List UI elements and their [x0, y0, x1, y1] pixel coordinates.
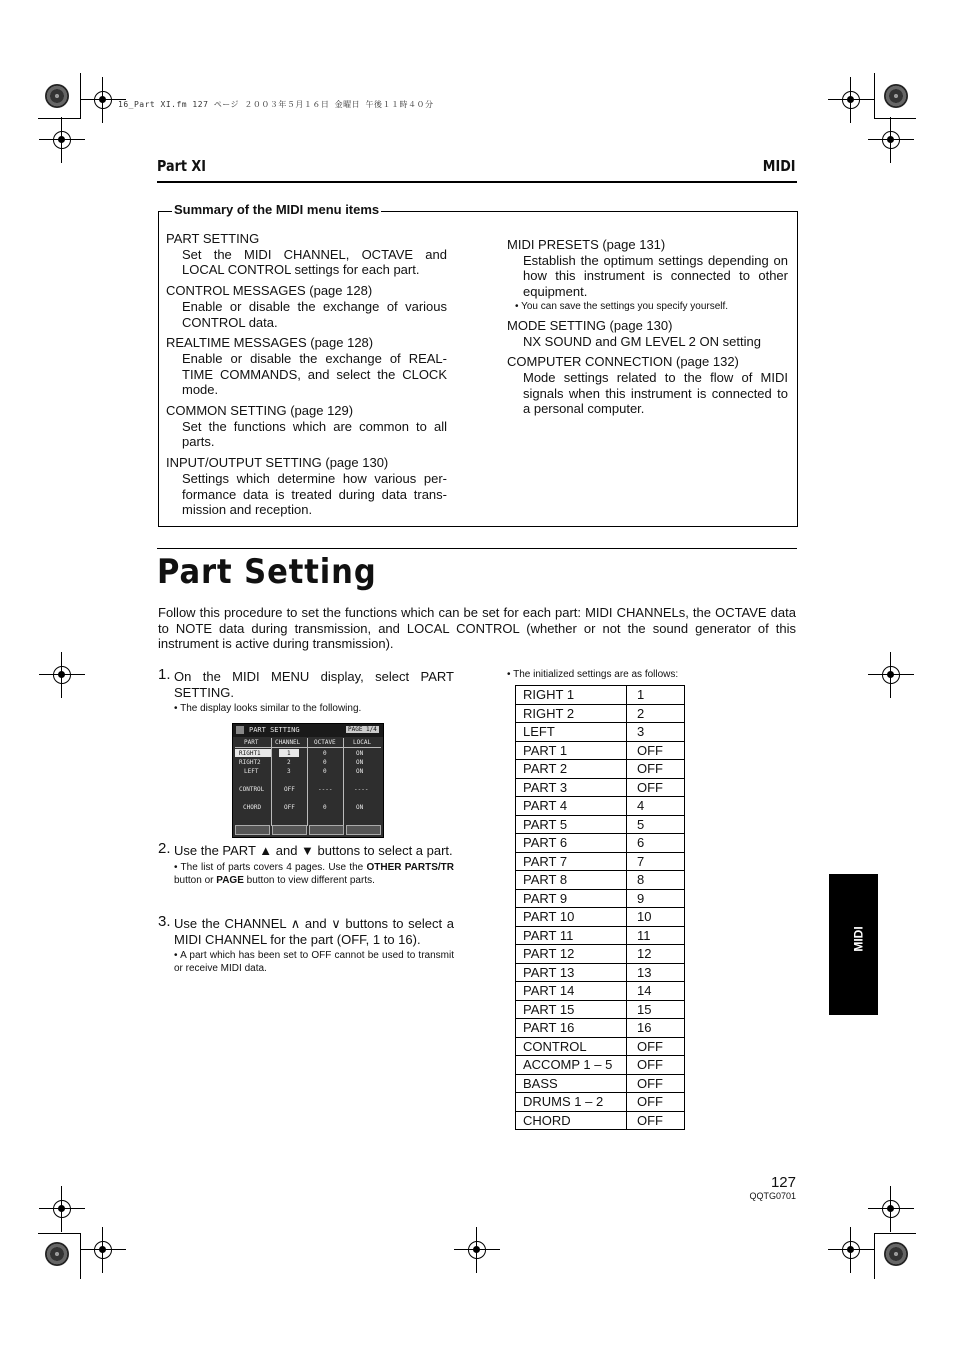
table-row: [516, 741, 685, 760]
crop-mark: [38, 118, 80, 119]
table-cell-value: 9: [627, 889, 685, 908]
summary-left-column: [166, 231, 447, 523]
summary-right-column: [507, 237, 788, 422]
lcd-cell: RIGHT1: [239, 750, 261, 757]
table-cell-item: PART 3: [516, 778, 627, 797]
table-row: [516, 982, 685, 1001]
table-cell-item: PART 6: [516, 834, 627, 853]
registration-mark-icon: [878, 127, 904, 153]
registration-disc-icon: [45, 84, 69, 108]
table-cell-item: PART 15: [516, 1000, 627, 1019]
table-row: [516, 1000, 685, 1019]
registration-mark-icon: [90, 87, 116, 113]
menu-item: [507, 237, 788, 313]
table-cell-item: PART 14: [516, 982, 627, 1001]
menu-item-heading: INPUT/OUTPUT SETTING (page 130): [166, 455, 389, 471]
crop-mark: [80, 1233, 81, 1279]
lcd-col-part: PART: [244, 739, 259, 746]
menu-item-heading: PART SETTING: [166, 231, 260, 246]
step-number: 3.: [158, 913, 171, 930]
section-title: Part Setting: [157, 552, 377, 592]
table-cell-item: PART 12: [516, 945, 627, 964]
table-cell-value: 7: [627, 852, 685, 871]
table-cell-value: 10: [627, 908, 685, 927]
crop-mark: [874, 1233, 875, 1279]
menu-item: [507, 354, 788, 417]
step-note: [158, 861, 454, 887]
table-cell-value: 4: [627, 797, 685, 816]
registration-mark-icon: [49, 662, 75, 688]
table-cell-item: BASS: [516, 1074, 627, 1093]
lcd-column-divider: [271, 738, 272, 826]
step-note-button-name: OTHER PARTS/TR: [366, 861, 454, 873]
registration-disc-icon: [884, 1242, 908, 1266]
menu-item: [166, 335, 447, 398]
menu-item-description: Settings which determine how various per-formance data is treated during data trans-mission and reception.: [182, 470, 447, 518]
table-row: [516, 852, 685, 871]
step-1: [158, 666, 454, 715]
table-cell-value: 13: [627, 963, 685, 982]
lcd-cell: 0: [323, 750, 327, 757]
step-3: [158, 913, 454, 975]
table-cell-item: CONTROL: [516, 1037, 627, 1056]
registration-mark-icon: [464, 1237, 490, 1263]
table-cell-item: CHORD: [516, 1111, 627, 1130]
table-row: [516, 1056, 685, 1075]
lcd-cell: CONTROL: [239, 786, 265, 793]
table-row: [516, 963, 685, 982]
table-cell-item: DRUMS 1 – 2: [516, 1093, 627, 1112]
table-row: [516, 723, 685, 742]
table-cell-item: PART 7: [516, 852, 627, 871]
menu-item-description: Mode settings related to the flow of MIDI signals when this instrument is connected to a personal computer.: [523, 369, 788, 417]
document-code: QQTG0701: [749, 1191, 796, 1201]
registration-mark-icon: [49, 127, 75, 153]
crop-mark: [80, 73, 81, 119]
menu-item-heading: CONTROL MESSAGES (page 128): [166, 283, 373, 299]
menu-item-description: Establish the optimum settings depending on how this instrument is connected to other equipment.: [523, 252, 788, 300]
menu-item-description: Set the functions which are common to all parts.: [182, 418, 447, 450]
table-cell-value: 3: [627, 723, 685, 742]
lcd-col-octave: OCTAVE: [314, 739, 336, 746]
lcd-soft-button: [235, 825, 270, 835]
init-note: • The initialized settings are as follows:: [507, 669, 679, 680]
registration-mark-icon: [878, 1196, 904, 1222]
page-number: 127: [770, 1174, 796, 1191]
table-row: [516, 908, 685, 927]
step-note: • A part which has been set to OFF cannot be used to transmit or receive MIDI data.: [174, 950, 454, 974]
table-cell-value: 1: [627, 686, 685, 705]
lcd-cell: CHORD: [243, 804, 262, 811]
table-cell-value: 8: [627, 871, 685, 890]
table-cell-value: OFF: [627, 1111, 685, 1130]
menu-item-description: Enable or disable the exchange of various CONTROL data.: [182, 298, 447, 330]
table-cell-value: 12: [627, 945, 685, 964]
step-text: Use the CHANNEL ∧ and ∨ buttons to select a MIDI CHANNEL for the part (OFF, 1 to 16).: [174, 916, 454, 947]
part-label: Part XI: [157, 157, 207, 175]
registration-mark-icon: [838, 1237, 864, 1263]
crop-mark: [874, 73, 875, 119]
step-note-text: button or: [174, 874, 217, 886]
registration-disc-icon: [45, 1242, 69, 1266]
table-cell-item: LEFT: [516, 723, 627, 742]
lcd-page-indicator: PAGE 1/4: [348, 726, 377, 733]
table-cell-item: PART 11: [516, 926, 627, 945]
menu-item: [166, 403, 447, 450]
crop-mark: [38, 1233, 80, 1234]
intro-paragraph: Follow this procedure to set the functions which can be set for each part: MIDI CHANNELs, the OCTAVE data to NOTE data during transmission, and LOCAL CONTROL (whether or not the sound generator of this instrument is active during transmission).: [158, 605, 796, 651]
table-cell-item: PART 1: [516, 741, 627, 760]
lcd-col-channel: CHANNEL: [275, 739, 301, 746]
table-cell-item: PART 16: [516, 1019, 627, 1038]
crop-mark: [874, 118, 916, 119]
table-cell-value: OFF: [627, 741, 685, 760]
lcd-soft-button: [309, 825, 344, 835]
step-note-text: • The list of parts covers 4 pages. Use the: [174, 861, 367, 873]
table-row: [516, 834, 685, 853]
lcd-cell: OFF: [284, 786, 295, 793]
table-row: [516, 1019, 685, 1038]
menu-item-heading: MODE SETTING (page 130): [507, 317, 673, 333]
lcd-header-divider: [235, 747, 381, 748]
table-cell-value: 14: [627, 982, 685, 1001]
registration-mark-icon: [49, 1196, 75, 1222]
lcd-cell: ----: [318, 786, 333, 793]
lcd-cell: 0: [323, 804, 327, 811]
side-tab: [829, 874, 878, 1015]
lcd-soft-button: [272, 825, 307, 835]
initial-settings-table: [515, 685, 685, 1130]
lcd-cell: 2: [287, 759, 291, 766]
table-cell-value: 6: [627, 834, 685, 853]
menu-item-description: Enable or disable the exchange of REAL-TIME COMMANDS, and select the CLOCK mode.: [182, 350, 447, 398]
table-cell-item: PART 4: [516, 797, 627, 816]
step-2: [158, 840, 454, 887]
table-cell-item: PART 9: [516, 889, 627, 908]
menu-item: [166, 231, 447, 278]
table-row: [516, 1037, 685, 1056]
table-row: [516, 889, 685, 908]
step-note-text: button to view different parts.: [243, 874, 375, 886]
table-cell-value: OFF: [627, 1074, 685, 1093]
file-info-line: 16_Part XI.fm 127 ページ ２００３年５月１６日 金曜日 午後１１時４０分: [118, 100, 434, 109]
lcd-column-divider: [307, 738, 308, 826]
menu-item-description: NX SOUND and GM LEVEL 2 ON setting: [523, 333, 761, 349]
table-cell-value: OFF: [627, 1037, 685, 1056]
lcd-cell: RIGHT2: [239, 759, 261, 766]
table-cell-value: OFF: [627, 778, 685, 797]
lcd-cell: ON: [356, 759, 364, 766]
table-cell-item: PART 13: [516, 963, 627, 982]
table-cell-value: 2: [627, 704, 685, 723]
lcd-grid: [235, 738, 381, 826]
header-rule: [157, 181, 797, 183]
table-row: [516, 815, 685, 834]
step-text: Use the PART ▲ and ▼ buttons to select a part.: [174, 843, 453, 858]
lcd-col-local: LOCAL: [353, 739, 372, 746]
side-tab-label: MIDI: [851, 926, 866, 952]
table-cell-item: PART 5: [516, 815, 627, 834]
table-cell-item: ACCOMP 1 – 5: [516, 1056, 627, 1075]
lcd-title-bar: [233, 724, 383, 737]
table-row: [516, 797, 685, 816]
registration-mark-icon: [90, 1237, 116, 1263]
step-number: 1.: [158, 666, 171, 683]
table-row: [516, 1074, 685, 1093]
menu-item-heading: COMPUTER CONNECTION (page 132): [507, 354, 739, 370]
table-cell-value: 16: [627, 1019, 685, 1038]
menu-item: [166, 283, 447, 330]
lcd-cell: 1: [287, 750, 291, 757]
menu-item: [507, 318, 788, 349]
table-row: [516, 871, 685, 890]
lcd-title: PART SETTING: [249, 726, 300, 734]
summary-title: Summary of the MIDI menu items: [174, 202, 380, 217]
table-row: [516, 945, 685, 964]
lcd-column-divider: [343, 738, 344, 826]
table-row: [516, 1093, 685, 1112]
table-row: [516, 778, 685, 797]
registration-mark-icon: [838, 87, 864, 113]
table-cell-item: PART 2: [516, 760, 627, 779]
table-cell-value: OFF: [627, 1056, 685, 1075]
lcd-cell: LEFT: [244, 768, 259, 775]
lcd-cell: ON: [356, 768, 364, 775]
menu-item-note: • You can save the settings you specify yourself.: [515, 300, 729, 312]
table-cell-item: PART 8: [516, 871, 627, 890]
table-row: [516, 926, 685, 945]
table-cell-value: 5: [627, 815, 685, 834]
step-note: • The display looks similar to the following.: [174, 703, 362, 714]
lcd-cell: 0: [323, 768, 327, 775]
lcd-cell: 3: [287, 768, 291, 775]
crop-mark: [874, 1233, 916, 1234]
lcd-cell: ----: [354, 786, 369, 793]
step-number: 2.: [158, 840, 171, 857]
menu-item-heading: COMMON SETTING (page 129): [166, 403, 354, 419]
lcd-soft-button: [346, 825, 381, 835]
registration-mark-icon: [878, 662, 904, 688]
lcd-cell: OFF: [284, 804, 295, 811]
lcd-cell: 0: [323, 759, 327, 766]
table-row: [516, 686, 685, 705]
menu-item-heading: REALTIME MESSAGES (page 128): [166, 335, 374, 351]
table-cell-item: RIGHT 1: [516, 686, 627, 705]
lcd-cell: ON: [356, 750, 364, 757]
table-cell-value: OFF: [627, 1093, 685, 1112]
step-note-button-name: PAGE: [216, 874, 244, 886]
lcd-menu-icon: [236, 726, 244, 734]
step-text: On the MIDI MENU display, select PART SETTING.: [174, 669, 454, 700]
table-cell-value: OFF: [627, 760, 685, 779]
section-rule: [157, 548, 797, 549]
lcd-cell: ON: [356, 804, 364, 811]
section-label: MIDI: [763, 157, 796, 175]
table-cell-item: PART 10: [516, 908, 627, 927]
table-row: [516, 760, 685, 779]
menu-item-heading: MIDI PRESETS (page 131): [507, 237, 666, 252]
registration-disc-icon: [884, 84, 908, 108]
lcd-display: [232, 723, 384, 838]
table-cell-value: 11: [627, 926, 685, 945]
menu-item: [166, 455, 447, 518]
table-row: [516, 1111, 685, 1130]
table-cell-item: RIGHT 2: [516, 704, 627, 723]
menu-item-description: Set the MIDI CHANNEL, OCTAVE and LOCAL CONTROL settings for each part.: [182, 246, 447, 278]
table-row: [516, 704, 685, 723]
table-cell-value: 15: [627, 1000, 685, 1019]
